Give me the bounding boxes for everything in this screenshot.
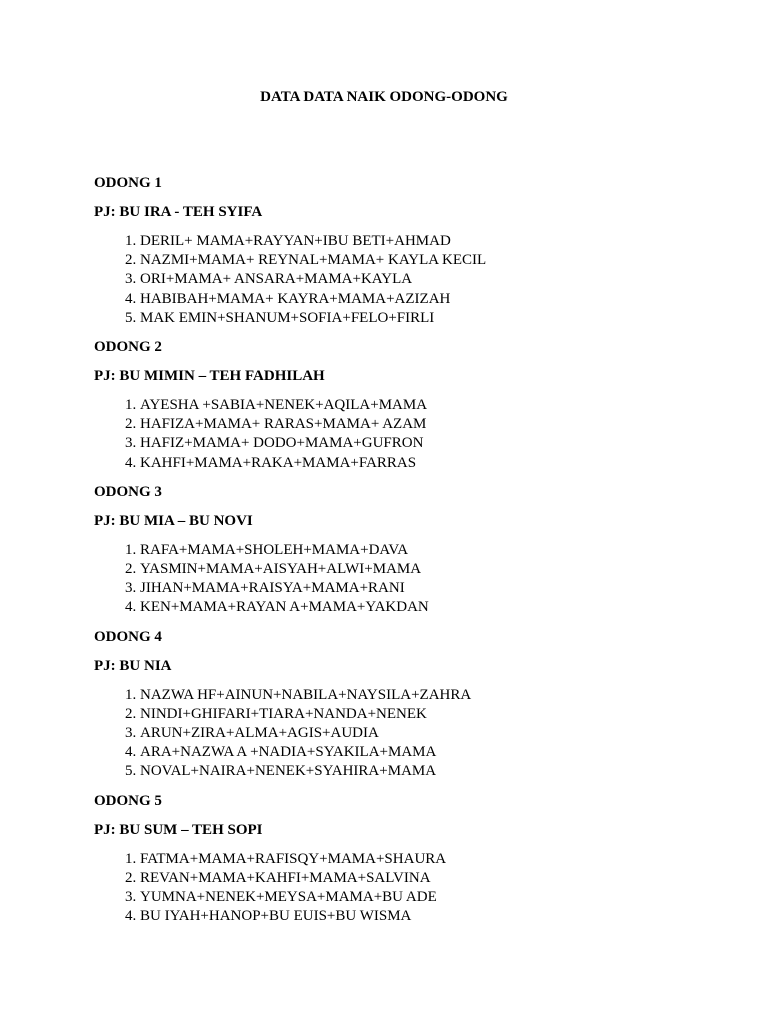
- ride-list: [94, 850, 714, 927]
- group-odong-4: [94, 627, 714, 782]
- group-pj: PJ: BU IRA - TEH SYIFA: [94, 204, 263, 220]
- group-heading: ODONG 5: [94, 792, 162, 809]
- document-body: [94, 173, 714, 935]
- list-item: 1. DERIL+ MAMA+RAYYAN+IBU BETI+AHMAD: [140, 232, 714, 251]
- group-heading: ODONG 3: [94, 483, 162, 500]
- group-odong-3: [94, 482, 714, 618]
- list-item: 2. NAZMI+MAMA+ REYNAL+MAMA+ KAYLA KECIL: [140, 251, 714, 270]
- list-item: 2. REVAN+MAMA+KAHFI+MAMA+SALVINA: [140, 869, 714, 888]
- list-item: 4. HABIBAH+MAMA+ KAYRA+MAMA+AZIZAH: [140, 290, 714, 309]
- list-item: 1. NAZWA HF+AINUN+NABILA+NAYSILA+ZAHRA: [140, 686, 714, 705]
- list-item: 4. BU IYAH+HANOP+BU EUIS+BU WISMA: [140, 907, 714, 926]
- list-item: 1. AYESHA +SABIA+NENEK+AQILA+MAMA: [140, 396, 714, 415]
- list-item: 1. FATMA+MAMA+RAFISQY+MAMA+SHAURA: [140, 850, 714, 869]
- document-title: DATA DATA NAIK ODONG-ODONG: [260, 89, 508, 105]
- group-heading: ODONG 4: [94, 628, 162, 645]
- list-item: 2. YASMIN+MAMA+AISYAH+ALWI+MAMA: [140, 560, 714, 579]
- list-item: 4. ARA+NAZWA A +NADIA+SYAKILA+MAMA: [140, 743, 714, 762]
- ride-list: [94, 396, 714, 473]
- group-heading: ODONG 1: [94, 175, 162, 191]
- ride-list: [94, 541, 714, 618]
- list-item: 2. HAFIZA+MAMA+ RARAS+MAMA+ AZAM: [140, 415, 714, 434]
- list-item: 5. NOVAL+NAIRA+NENEK+SYAHIRA+MAMA: [140, 762, 714, 781]
- list-item: 1. RAFA+MAMA+SHOLEH+MAMA+DAVA: [140, 541, 714, 560]
- group-pj: PJ: BU NIA: [94, 657, 172, 674]
- group-pj: PJ: BU MIMIN – TEH FADHILAH: [94, 368, 325, 385]
- list-item: 3. HAFIZ+MAMA+ DODO+MAMA+GUFRON: [140, 434, 714, 453]
- group-pj: PJ: BU SUM – TEH SOPI: [94, 821, 263, 838]
- list-item: 3. ARUN+ZIRA+ALMA+AGIS+AUDIA: [140, 724, 714, 743]
- list-item: 2. NINDI+GHIFARI+TIARA+NANDA+NENEK: [140, 705, 714, 724]
- list-item: 3. JIHAN+MAMA+RAISYA+MAMA+RANI: [140, 579, 714, 598]
- list-item: 4. KEN+MAMA+RAYAN A+MAMA+YAKDAN: [140, 598, 714, 617]
- group-odong-2: [94, 337, 714, 473]
- list-item: 4. KAHFI+MAMA+RAKA+MAMA+FARRAS: [140, 454, 714, 473]
- list-item: 3. YUMNA+NENEK+MEYSA+MAMA+BU ADE: [140, 888, 714, 907]
- group-pj: PJ: BU MIA – BU NOVI: [94, 512, 253, 529]
- ride-list: [94, 232, 714, 328]
- group-heading: ODONG 2: [94, 339, 162, 356]
- group-odong-1: [94, 173, 714, 328]
- list-item: 5. MAK EMIN+SHANUM+SOFIA+FELO+FIRLI: [140, 309, 714, 328]
- ride-list: [94, 686, 714, 782]
- group-odong-5: [94, 791, 714, 927]
- list-item: 3. ORI+MAMA+ ANSARA+MAMA+KAYLA: [140, 270, 714, 289]
